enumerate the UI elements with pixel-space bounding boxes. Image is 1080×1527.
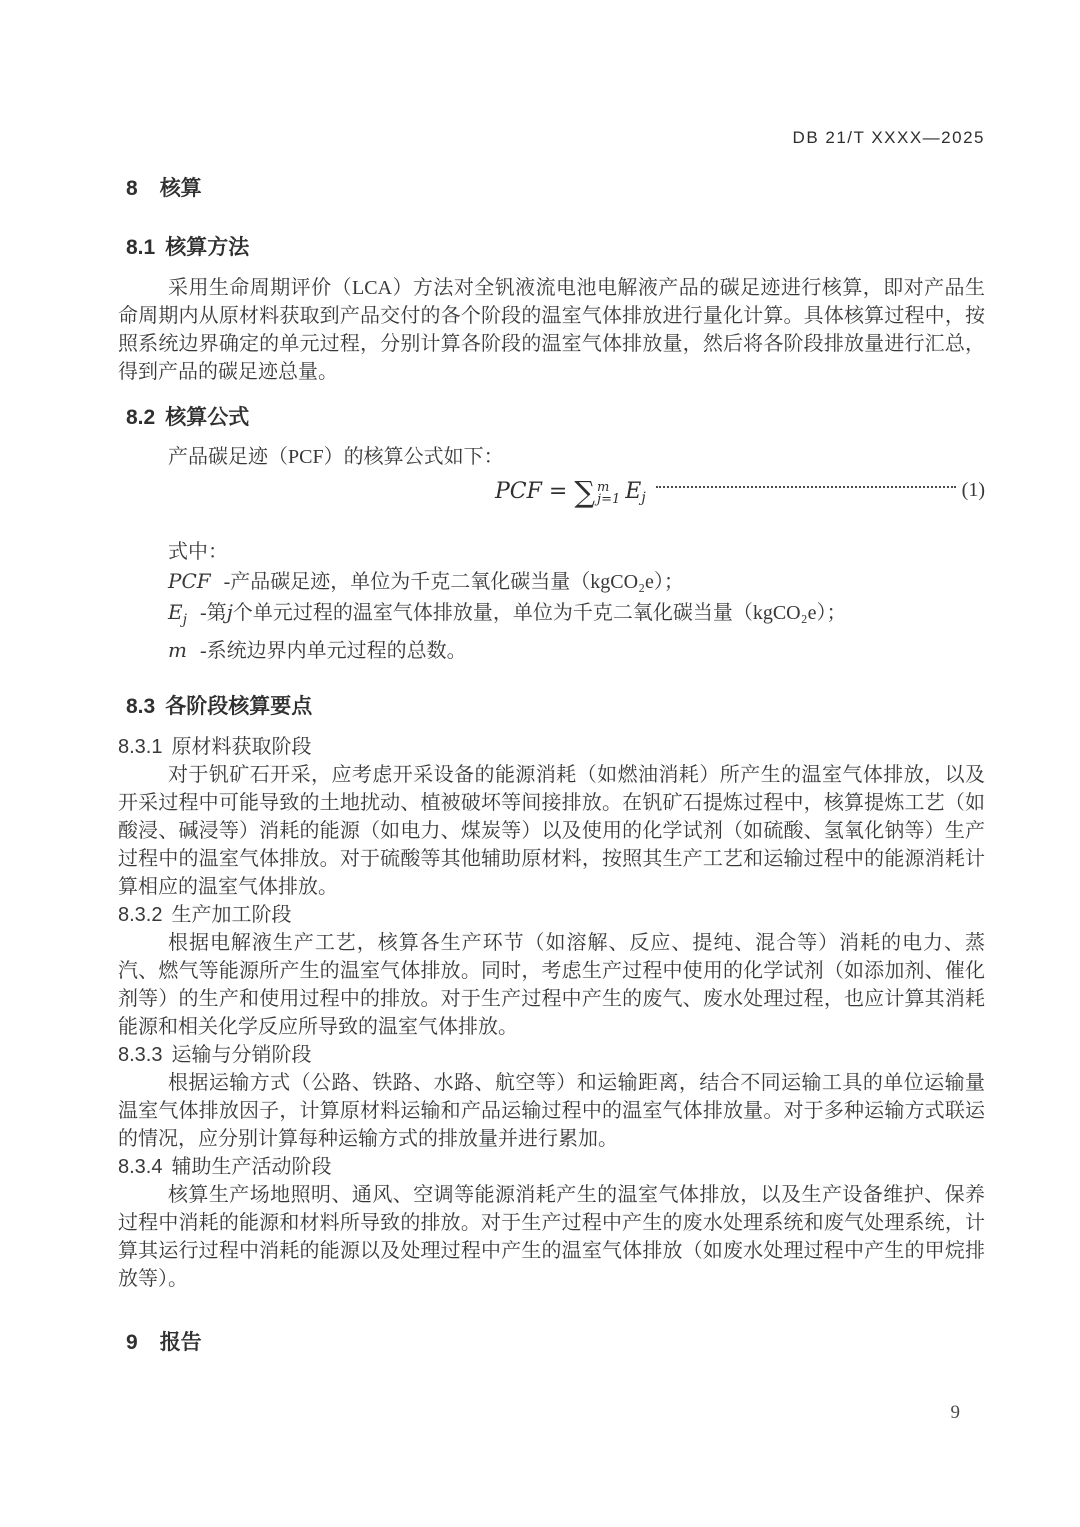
formula-term: E — [625, 479, 642, 504]
section-8-3-heading — [126, 693, 985, 721]
variable-description: -第 — [199, 602, 227, 624]
variable-definition-pcf — [118, 566, 985, 597]
section-title: 核算公式 — [165, 406, 250, 429]
section-number: 8.2 — [126, 406, 156, 429]
section-8-3-1-heading — [118, 733, 985, 761]
section-8-1-heading — [126, 234, 985, 262]
formula-number: (1) — [961, 479, 985, 501]
sum-lower-limit: j=1 — [597, 492, 621, 507]
section-title: 运输与分销阶段 — [171, 1044, 312, 1066]
section-number: 8.3.1 — [118, 736, 163, 758]
formula-term-subscript: j — [641, 490, 646, 506]
inline-italic-j: j — [226, 600, 233, 624]
formula-1 — [495, 477, 646, 507]
variable-symbol: $E_j$ — [168, 600, 187, 628]
section-title: 核算方法 — [165, 236, 250, 259]
section-number: 8.3.4 — [118, 1156, 163, 1178]
document-code-header: DB 21/T XXXX—2025 — [792, 128, 985, 147]
section-8-3-4-heading — [118, 1153, 985, 1181]
section-title: 辅助生产活动阶段 — [171, 1156, 332, 1178]
section-8-3-2-heading — [118, 901, 985, 929]
page-number: 9 — [950, 1402, 960, 1423]
section-title: 各阶段核算要点 — [165, 695, 313, 718]
sum-upper-limit: m — [597, 480, 610, 495]
section-8-3-3-heading — [118, 1041, 985, 1069]
variable-definition-m — [118, 635, 985, 666]
formula-lhs: PCF — [495, 479, 542, 504]
formula-1-row — [118, 477, 985, 521]
paragraph-8-3-4: 核算生产场地照明、通风、空调等能源消耗产生的温室气体排放，以及生产设备维护、保养过程中消耗的能源和材料所导致的排放。对于生产过程中产生的废水处理系统和废气处理系统，计算其运行过程中消耗的能源以及处理过程中产生的温室气体排放（如废水处理过程中产生的甲烷排放等）。 — [118, 1184, 985, 1290]
section-number: 9 — [126, 1331, 138, 1354]
section-number: 8.1 — [126, 236, 156, 259]
section-title: 生产加工阶段 — [171, 904, 292, 926]
section-number: 8.3 — [126, 695, 156, 718]
dotted-leader — [656, 477, 956, 488]
variable-symbol: PCF — [168, 569, 211, 593]
section-title: 报告 — [159, 1331, 202, 1354]
sum-symbol: ∑ — [574, 475, 596, 509]
section-number: 8 — [126, 177, 138, 200]
variable-symbol: m — [168, 638, 187, 662]
section-number: 8.3.2 — [118, 904, 163, 926]
section-title: 原材料获取阶段 — [171, 736, 312, 758]
variable-description: -产品碳足迹，单位为千克二氧化碳当量（kgCO₂e）； — [223, 571, 684, 593]
paragraph-8-1: 采用生命周期评价（LCA）方法对全钒液流电池电解液产品的碳足迹进行核算，即对产品生命周期内从原材料获取到产品交付的各个阶段的温室气体排放进行量化计算。具体核算过程中，按照系统边界确定的单元过程，分别计算各阶段的温室气体排放量，然后将各阶段排放量进行汇总，得到产品的碳足迹总量。 — [118, 277, 985, 383]
section-title: 核算 — [159, 177, 202, 200]
where-label: 式中： — [168, 541, 228, 563]
variable-definition-ej — [118, 597, 985, 635]
section-number: 8.3.3 — [118, 1044, 163, 1066]
variable-description: 个单元过程的温室气体排放量，单位为千克二氧化碳当量（kgCO₂e）； — [232, 602, 847, 624]
section-9-heading — [126, 1329, 985, 1357]
paragraph-8-3-1: 对于钒矿石开采，应考虑开采设备的能源消耗（如燃油消耗）所产生的温室气体排放，以及开采过程中可能导致的土地扰动、植被破坏等间接排放。在钒矿石提炼过程中，核算提炼工艺（如酸浸、碱浸等）消耗的能源（如电力、煤炭等）以及使用的化学试剂（如硫酸、氢氧化钠等）生产过程中的温室气体排放。对于硫酸等其他辅助原材料，按照其生产工艺和运输过程中的能源消耗计算相应的温室气体排放。 — [118, 764, 985, 898]
paragraph-8-3-2: 根据电解液生产工艺，核算各生产环节（如溶解、反应、提纯、混合等）消耗的电力、蒸汽、燃气等能源所产生的温室气体排放。同时，考虑生产过程中使用的化学试剂（如添加剂、催化剂等）的生产和使用过程中的排放。对于生产过程中产生的废气、废水处理过程，也应计算其消耗能源和相关化学反应所导致的温室气体排放。 — [118, 932, 985, 1038]
variable-subscript: j — [182, 612, 187, 628]
equals-sign: = — [548, 479, 568, 504]
sum-limits — [597, 482, 620, 506]
section-8-2-heading — [126, 404, 985, 432]
section-8-heading — [126, 175, 985, 203]
paragraph-8-3-3: 根据运输方式（公路、铁路、水路、航空等）和运输距离，结合不同运输工具的单位运输量温室气体排放因子，计算原材料运输和产品运输过程中的温室气体排放量。对于多种运输方式联运的情况，应分别计算每种运输方式的排放量并进行累加。 — [118, 1072, 985, 1150]
formula-intro: 产品碳足迹（PCF）的核算公式如下： — [168, 446, 504, 468]
variable-description: -系统边界内单元过程的总数。 — [199, 640, 467, 662]
